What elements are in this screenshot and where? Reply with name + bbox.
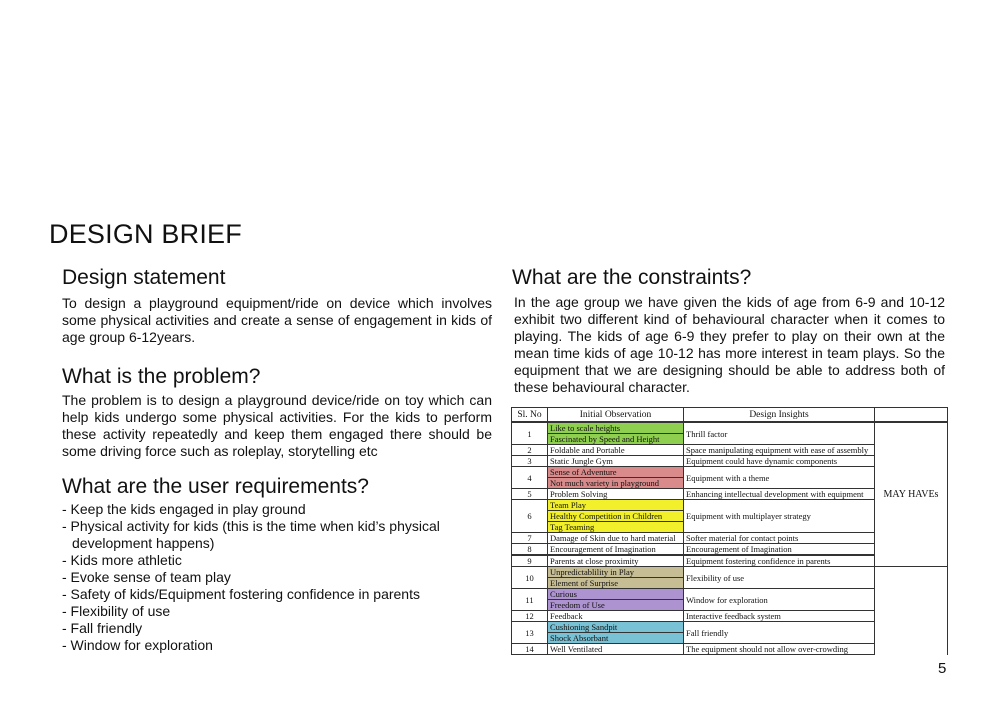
list-item: - Evoke sense of team play	[62, 569, 231, 585]
observation-cell: Problem Solving	[548, 489, 684, 500]
observation-cell: Well Ventilated	[548, 644, 684, 655]
sl-cell: 8	[512, 544, 548, 556]
insight-cell: Equipment with a theme	[684, 467, 875, 489]
observation-cell: Healthy Competition in Children	[548, 511, 684, 522]
sl-cell: 6	[512, 500, 548, 533]
insight-cell: The equipment should not allow over-crowding	[684, 644, 875, 655]
table-row	[512, 611, 948, 622]
col-header-design-insights: Design Insights	[684, 408, 875, 423]
insight-cell: Flexibility of use	[684, 567, 875, 589]
list-item: - Flexibility of use	[62, 603, 171, 619]
sl-cell: 14	[512, 644, 548, 655]
observation-cell: Element of Surprise	[548, 578, 684, 589]
col-header-initial-observation: Initial Observation	[548, 408, 684, 423]
observation-cell: Sense of Adventure	[548, 467, 684, 478]
page-number: 5	[938, 660, 947, 677]
user-requirements-list	[62, 501, 502, 654]
observation-cell: Static Jungle Gym	[548, 456, 684, 467]
observation-cell: Cushioning Sandpit	[548, 622, 684, 633]
observation-cell: Damage of Skin due to hard material	[548, 533, 684, 544]
sl-cell: 11	[512, 589, 548, 611]
insight-cell: Softer material for contact points	[684, 533, 875, 544]
observation-cell: Foldable and Portable	[548, 445, 684, 456]
sl-cell: 9	[512, 555, 548, 567]
sl-cell: 13	[512, 622, 548, 644]
constraints-text: In the age group we have given the kids of age from 6-9 and 10-12 exhibit two different kind of behavioural character when it comes to playing. The kids of age 6-9 they prefer to play on their own at the mean time kids of age 10-12 has more interest in team plays. So the equipment that we are designing should be able to address both of these behavioural character.	[514, 294, 945, 395]
user-requirements-heading: What are the user requirements?	[62, 475, 369, 498]
sl-cell: 1	[512, 422, 548, 445]
insight-cell: Space manipulating equipment with ease of assembly	[684, 445, 875, 456]
observation-cell: Fascinated by Speed and Height	[548, 434, 684, 445]
list-item: - Fall friendly	[62, 620, 143, 636]
table-row	[512, 589, 948, 600]
sl-cell: 10	[512, 567, 548, 589]
insight-cell: Interactive feedback system	[684, 611, 875, 622]
observation-cell: Encouragement of Imagination	[548, 544, 684, 556]
list-item: - Kids more athletic	[62, 552, 182, 568]
problem-text: The problem is to design a playground device/ride on toy which can help kids undergo some physical activities. For the kids to perform these activity repeatedly and keep them engaged there should be some driving force such as roleplay, storytelling etc	[62, 392, 492, 459]
sl-cell: 3	[512, 456, 548, 467]
table-header-row	[512, 408, 948, 423]
insight-cell: Encouragement of Imagination	[684, 544, 875, 556]
table-row	[512, 644, 948, 655]
design-statement-heading: Design statement	[62, 266, 226, 289]
sl-cell: 12	[512, 611, 548, 622]
problem-heading: What is the problem?	[62, 365, 261, 388]
observation-cell: Feedback	[548, 611, 684, 622]
insight-cell: Fall friendly	[684, 622, 875, 644]
col-header-sl-no: Sl. No	[512, 408, 548, 423]
table-row	[512, 422, 948, 434]
constraints-heading: What are the constraints?	[512, 266, 752, 289]
observation-cell: Not much variety in playground	[548, 478, 684, 489]
table-row	[512, 567, 948, 578]
observation-cell: Team Play	[548, 500, 684, 511]
sl-cell: 2	[512, 445, 548, 456]
insight-cell: Equipment could have dynamic components	[684, 456, 875, 467]
list-item: - Physical activity for kids (this is the time when kid’s physical	[62, 518, 440, 534]
observation-cell: Freedom of Use	[548, 600, 684, 611]
insight-cell: Equipment with multiplayer strategy	[684, 500, 875, 533]
design-statement-text: To design a playground equipment/ride on device which involves some physical activities and create a sense of engagement in kids of age group 6-12years.	[62, 295, 492, 345]
observation-cell: Shock Absorbant	[548, 633, 684, 644]
observation-table	[511, 407, 948, 655]
list-item: development happens)	[72, 535, 215, 551]
group-may-haves: MAY HAVEs	[875, 422, 948, 567]
insight-cell: Window for exploration	[684, 589, 875, 611]
page-title: DESIGN BRIEF	[49, 219, 242, 249]
observation-cell: Curious	[548, 589, 684, 600]
observation-cell: Unpredictablility in Play	[548, 567, 684, 578]
list-item: - Safety of kids/Equipment fostering confidence in parents	[62, 586, 420, 602]
insight-cell: Enhancing intellectual development with equipment	[684, 489, 875, 500]
sl-cell: 7	[512, 533, 548, 544]
col-header-group	[875, 408, 948, 423]
observation-cell: Parents at close proximity	[548, 555, 684, 567]
list-item: - Window for exploration	[62, 637, 213, 653]
list-item: - Keep the kids engaged in play ground	[62, 501, 306, 517]
table-row	[512, 622, 948, 633]
sl-cell: 5	[512, 489, 548, 500]
insight-cell: Thrill factor	[684, 422, 875, 445]
observation-cell: Like to scale heights	[548, 422, 684, 434]
sl-cell: 4	[512, 467, 548, 489]
observation-cell: Tag Teaming	[548, 522, 684, 533]
insight-cell: Equipment fostering confidence in parents	[684, 555, 875, 567]
